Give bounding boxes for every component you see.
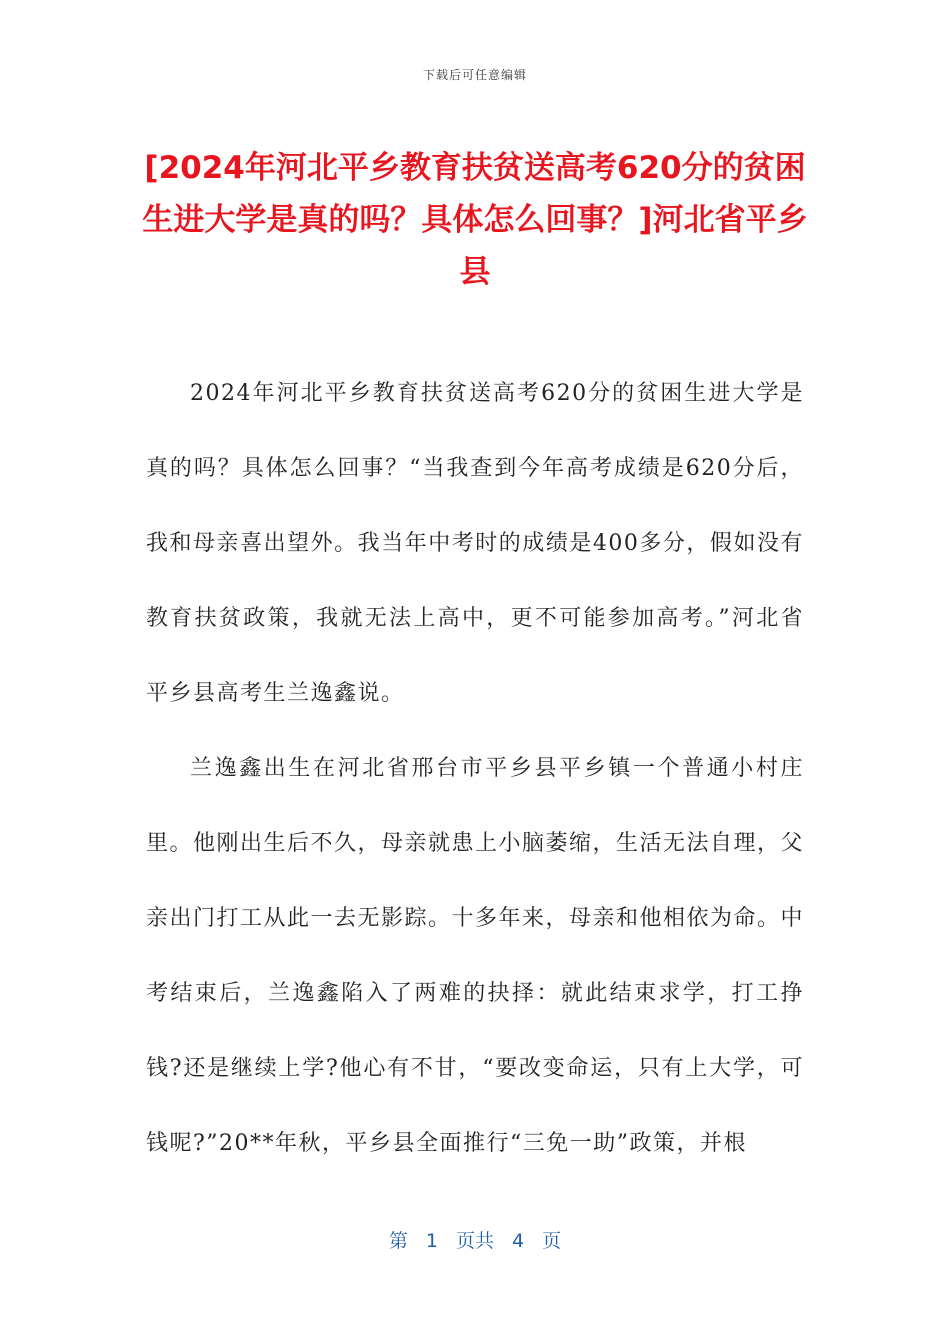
footer-prefix: 第	[388, 1230, 408, 1252]
footer-middle: 页共	[455, 1230, 494, 1252]
total-pages-number: 4	[512, 1230, 525, 1252]
page-footer	[0, 1226, 950, 1253]
document-body	[146, 356, 804, 1181]
current-page-number: 1	[425, 1230, 438, 1252]
document-title: [2024年河北平乡教育扶贫送高考620分的贫困生进大学是真的吗？具体怎么回事？]河北省平乡县	[142, 150, 808, 290]
header-note: 下载后可任意编辑	[422, 68, 527, 82]
paragraph-1: 2024年河北平乡教育扶贫送高考620分的贫困生进大学是真的吗？具体怎么回事？“当我查到今年高考成绩是620分后，我和母亲喜出望外。我当年中考时的成绩是400多分，假如没有教育扶贫政策，我就无法上高中，更不可能参加高考。”河北省平乡县高考生兰逸鑫说。	[146, 381, 804, 706]
footer-suffix: 页	[542, 1230, 562, 1252]
paragraph-2: 兰逸鑫出生在河北省邢台市平乡县平乡镇一个普通小村庄里。他刚出生后不久，母亲就患上小脑萎缩，生活无法自理，父亲出门打工从此一去无影踪。十多年来，母亲和他相依为命。中考结束后，兰逸鑫陷入了两难的抉择：就此结束求学，打工挣钱?还是继续上学?他心有不甘，“要改变命运，只有上大学，可钱呢?”20**年秋，平乡县全面推行“三免一助”政策，并根	[146, 756, 805, 1156]
